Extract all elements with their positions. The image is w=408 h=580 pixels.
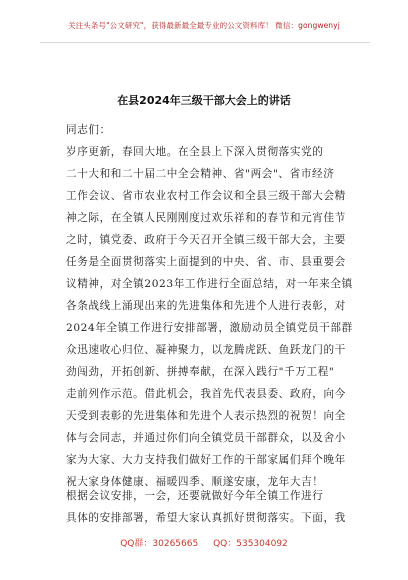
- paragraph-line: 之时，镇党委、政府于今天召开全镇三级干部大会，主要: [66, 234, 346, 246]
- document-title: 在县2024年三级干部大会上的讲话: [117, 94, 291, 107]
- header-banner: 关注头条号"公文研究"，获得最新最全最专业的公文资料库！ 微信：gongwenyj: [68, 21, 340, 30]
- paragraph-line: 岁序更新，春回大地。在全县上下深入贯彻落实党的: [66, 146, 324, 158]
- paragraph-line: 具体的安排部署，希望大家认真抓好贯彻落实。下面，我: [66, 512, 346, 524]
- paragraph-line: 体与会同志，并通过你们向全镇党员干部群众，以及舍小: [66, 432, 346, 444]
- paragraph-line: 家为大家、大力支持我们做好工作的干部家属们拜个晚年: [66, 454, 346, 466]
- paragraph-line: 神之际，在全镇人民刚刚度过欢乐祥和的春节和元宵佳节: [66, 212, 346, 224]
- paragraph-line: 走前列作示范。借此机会，我首先代表县委、政府，向今: [66, 388, 346, 400]
- paragraph-line: 根据会议安排，一会，还要就做好今年全镇工作进行: [66, 490, 324, 502]
- paragraph-line: 工作会议、省市农业农村工作会议和全县三级干部大会精: [66, 190, 346, 202]
- header-divider: [40, 42, 370, 43]
- paragraph-line: 二十大和和二十届二中全会精神、省"两会"、省市经济: [66, 168, 335, 180]
- paragraph-line: 2024年全镇工作进行安排部署，激励动员全镇党员干部群: [66, 322, 353, 334]
- paragraph-line: 议精神，对全镇2023年工作进行全面总结，对一年来全镇: [66, 278, 353, 290]
- paragraph-1: [66, 141, 353, 493]
- paragraph-2: [66, 485, 348, 529]
- paragraph-line: 劲闯劲，开拓创新、拼搏奉献，在深入践行"千万工程": [66, 366, 335, 378]
- salutation: [66, 119, 348, 141]
- footer-qq-group: QQ群：30265665: [120, 539, 199, 549]
- salutation-text: 同志们：: [66, 124, 111, 136]
- paragraph-line: 天受到表彰的先进集体和先进个人表示热烈的祝贺！向全: [66, 410, 346, 422]
- footer-contact: [0, 536, 408, 549]
- footer-qq-number: QQ：535304092: [213, 539, 288, 549]
- paragraph-line: 众迅速收心归位、凝神聚力，以龙腾虎跃、鱼跃龙门的干: [66, 344, 346, 356]
- paragraph-line: 祝大家身体健康、福暖四季、顺遂安康，龙年大吉！: [66, 476, 324, 488]
- paragraph-line: 各条战线上涌现出来的先进集体和先进个人进行表彰，对: [66, 300, 346, 312]
- paragraph-line: 任务是全面贯彻落实上面提到的中央、省、市、县重要会: [66, 256, 346, 268]
